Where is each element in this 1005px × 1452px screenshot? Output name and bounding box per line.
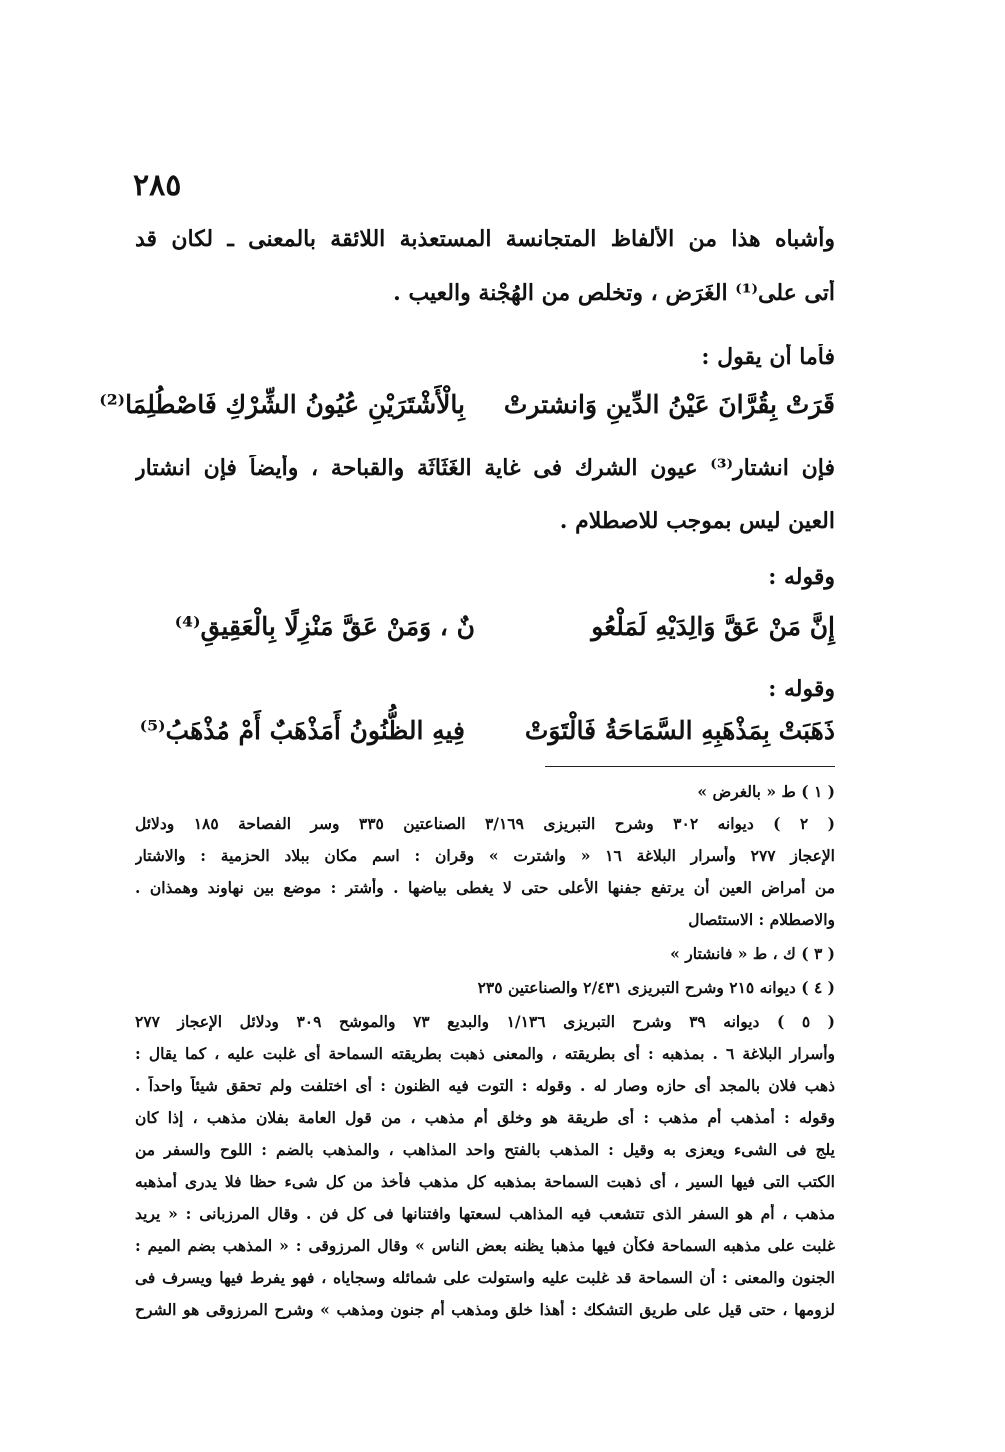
- footnote-5-line10: لزومها ، حتى قيل على طريق التشكك : أهذا خلق ومذهب أم جنون ومذهب » وشرح المرزوقى هو الشرح: [135, 1300, 835, 1319]
- footnote-5-line9: الجنون والمعنى : أن السماحة قد غلبت عليه واستولت على شمائله وسجاياه ، فهو يفرط فيها ويسرف فى: [135, 1268, 835, 1287]
- page-number: ٢٨٥: [133, 168, 182, 203]
- footnote-1: ( ١ ) ط « بالغرض »: [697, 782, 835, 801]
- paragraph1-line2: أتى على⁽¹⁾ الغَرَض ، وتخلص من الهُجْنة والعيب .: [393, 280, 835, 306]
- verse-1-hemistich-2: بِالْأَشْتَرَيْنِ عُيُونُ الشِّرْكِ فَاصْطُلِمَا⁽²⁾: [99, 390, 465, 419]
- verse-2: [135, 612, 835, 658]
- footnote-5-line8: غلبت على مذهبه السماحة فكأن فيها مذهبا يظنه بعض الناس » وقال المرزوقى : « المذهب بضم الميم :: [135, 1236, 835, 1255]
- verse-intro-3: وقوله :: [768, 676, 835, 702]
- paragraph1-line1: وأشباه هذا من الألفاظ المتجانسة المستعذبة اللائقة بالمعنى ـ لكان قد: [135, 226, 835, 252]
- verse-3-hemistich-1: ذَهَبَتْ بِمَذْهَبِهِ السَّمَاحَةُ فَالْتَوَتْ: [524, 716, 835, 745]
- verse-intro-1: فأما أن يقول :: [701, 344, 835, 370]
- verse-intro-2: وقوله :: [768, 564, 835, 590]
- verse-3-hemistich-2: فِيهِ الظُّنُونُ أَمَذْهَبٌ أَمْ مُذْهَبُ⁽⁵⁾: [139, 716, 465, 745]
- verse-2-hemistich-2: نٌ ، وَمَنْ عَقَّ مَنْزِلًا بِالْعَقِيقِ⁽⁴⁾: [174, 612, 475, 641]
- footnote-4: ( ٤ ) ديوانه ٢١٥ وشرح التبريزى ٢/٤٣١ والصناعتين ٢٣٥: [477, 978, 835, 997]
- verse-2-hemistich-1: إِنَّ مَنْ عَقَّ وَالِدَيْهِ لَمَلْعُو: [591, 612, 835, 641]
- footnote-2-line3: من أمراض العين أن يرتفع جفنها الأعلى حتى لا يغطى بياضها . وأشتر : موضع بين نهاوند وهمذان .: [135, 878, 835, 897]
- footnote-5-line6: الكتب التى فيها السير ، أى ذهبت السماحة بمذهبه كل مذهب فأخذ من كل شىء حظا فلا يدرى أمذهبه: [135, 1172, 835, 1191]
- footnote-5-line2: وأسرار البلاغة ٦ . بمذهبه : أى بطريقته ، والمعنى ذهبت بطريقته السماحة أى غلبت عليه ، كما يقال :: [135, 1044, 835, 1063]
- paragraph2-line1: فإن انشتار⁽³⁾ عيون الشرك فى غاية الغَثَاثَة والقباحة ، وأيضاً فإن انشتار: [135, 455, 835, 481]
- footnote-3: ( ٣ ) ك ، ط « فانشتار »: [670, 944, 835, 963]
- footnote-2-line1: ( ٢ ) ديوانه ٣٠٢ وشرح التبريزى ٣/١٦٩ الصناعتين ٣٣٥ وسر الفصاحة ١٨٥ ودلائل: [135, 814, 835, 833]
- verse-1-hemistich-1: قَرَتْ بِقُرَّانَ عَيْنُ الدِّينِ وَانشترتْ: [503, 390, 835, 419]
- footnote-5-line1: ( ٥ ) ديوانه ٣٩ وشرح التبريزى ١/١٣٦ والبديع ٧٣ والموشح ٣٠٩ ودلائل الإعجاز ٢٧٧: [135, 1012, 835, 1031]
- paragraph2-line2: العين ليس بموجب للاصطلام .: [559, 508, 835, 534]
- footnote-2-line4: والاصطلام : الاستئصال: [688, 910, 835, 929]
- verse-1: [99, 390, 835, 436]
- footnote-5-line4: وقوله : أمذهب أم مذهب : أى طريقة هو وخلق أم مذهب ، من قول العامة بفلان مذهب ، إذا كان: [135, 1108, 835, 1127]
- footnote-2-line2: الإعجاز ٢٧٧ وأسرار البلاغة ١٦ « واشترت » وقران : اسم مكان ببلاد الحزمية : والاشتار: [135, 846, 835, 865]
- footnote-5-line7: مذهب ، أم هو السفر الذى تتشعب فيه المذاهب لسعتها وافتنانها فى كل فن . وقال المرزبانى : « يريد: [135, 1204, 835, 1223]
- footnote-5-line5: يلج فى الشىء ويعزى به وقيل : المذهب بالفتح واحد المذاهب ، والمذهب بالضم : اللوح والسفر من: [135, 1140, 835, 1159]
- verse-3: [135, 716, 835, 762]
- footnote-separator: [545, 766, 835, 767]
- footnote-5-line3: ذهب فلان بالمجد أى حازه وصار له . وقوله : التوت فيه الظنون : أى اختلفت ولم تحقق شيئاً واحداً .: [135, 1076, 835, 1095]
